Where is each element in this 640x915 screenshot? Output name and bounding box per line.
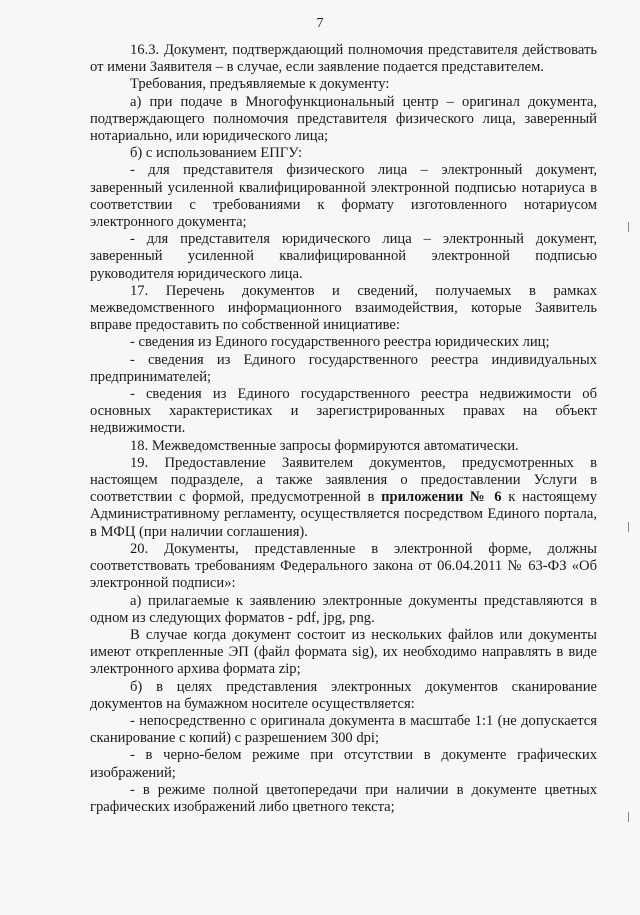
paragraph: б) в целях представления электронных документов сканирование документов на бумажном носителе осуществляется: bbox=[90, 678, 597, 712]
paragraph: - для представителя юридического лица – электронный документ, заверенный усиленной квалифицированной электронной подписью руководителя юридического лица. bbox=[90, 231, 597, 282]
paragraph: 16.3. Документ, подтверждающий полномочия представителя действовать от имени Заявителя – в случае, если заявление подается представителем. bbox=[90, 42, 597, 76]
paragraph: а) прилагаемые к заявлению электронные документы представляются в одном из следующих форматов - pdf, jpg, png. bbox=[90, 592, 597, 626]
paragraph: - в черно-белом режиме при отсутствии в документе графических изображений; bbox=[90, 747, 597, 781]
scan-margin-mark bbox=[628, 812, 629, 822]
paragraph: - в режиме полной цветопередачи при наличии в документе цветных графических изображений либо цветного текста; bbox=[90, 781, 597, 815]
paragraph: - непосредственно с оригинала документа в масштабе 1:1 (не допускается сканирование с копий) с разрешением 300 dpi; bbox=[90, 712, 597, 747]
paragraph-19 bbox=[90, 455, 597, 541]
text-run: 19. Предоставление Заявителем документов, предусмотренных в настоящем подразделе, а также заявления о предоставлении Услуги в соответствии с формой, предусмотренной в bbox=[90, 454, 597, 506]
paragraph: 17. Перечень документов и сведений, получаемых в рамках межведомственного информационного взаимодействия, которые Заявитель вправе предоставить по собственной инициативе: bbox=[90, 282, 597, 334]
paragraph: а) при подаче в Многофункциональный центр – оригинал документа, подтверждающего полномочия представителя физического лица, заверенный нотариально, или юридического лица; bbox=[90, 93, 597, 145]
document-body bbox=[90, 42, 597, 816]
paragraph: - сведения из Единого государственного реестра недвижимости об основных характеристиках и зарегистрированных правах на объект недвижимости. bbox=[90, 386, 597, 437]
paragraph: 18. Межведомственные запросы формируются автоматически. bbox=[130, 437, 519, 454]
paragraph: Требования, предъявляемые к документу: bbox=[130, 76, 390, 93]
text-run: к настоящему Административному регламенту, осуществляется посредством Единого портала, в МФЦ (при наличии соглашения). bbox=[90, 489, 597, 540]
paragraph: 20. Документы, представленные в электронной форме, должны соответствовать требованиям Федерального закона от 06.04.2011 № 63-ФЗ «Об электронной подписи»: bbox=[90, 540, 597, 592]
paragraph: В случае когда документ состоит из нескольких файлов или документы имеют открепленные ЭП (файл формата sig), их необходимо направлять в виде электронного архива формата zip; bbox=[90, 626, 597, 678]
paragraph: б) с использованием ЕПГУ: bbox=[130, 145, 303, 162]
page-number: 7 bbox=[316, 16, 324, 31]
paragraph: - для представителя физического лица – электронный документ, заверенный усиленной квалифицированной электронной подписью нотариуса в соответствии с требованиями к формату изготовленного нотариусом электронного документа; bbox=[90, 162, 597, 231]
paragraph: - сведения из Единого государственного реестра индивидуальных предпринимателей; bbox=[90, 351, 597, 385]
scan-margin-mark bbox=[628, 522, 629, 532]
paragraph: - сведения из Единого государственного реестра юридических лиц; bbox=[130, 334, 550, 351]
bold-reference: приложении № 6 bbox=[381, 489, 502, 506]
scan-margin-mark bbox=[628, 222, 629, 232]
